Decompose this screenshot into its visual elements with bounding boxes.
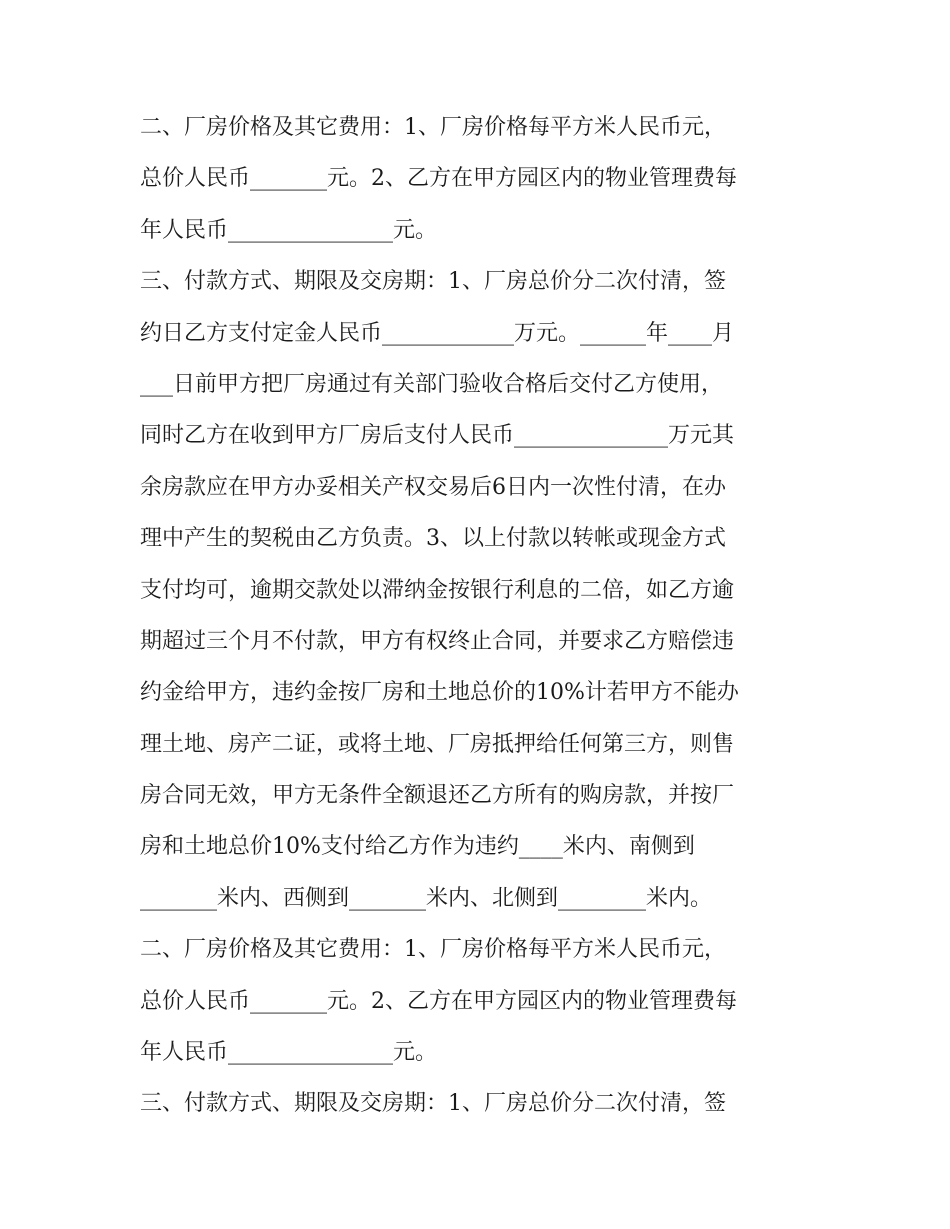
text-line: 理中产生的契税由乙方负责。3、以上付款以转帐或现金方式 bbox=[140, 526, 726, 552]
text-line: 年人民币_______________元。 bbox=[140, 217, 438, 243]
text-line: 总价人民币_______元。2、乙方在甲方园区内的物业管理费每 bbox=[140, 988, 737, 1014]
text-line: 年人民币_______________元。 bbox=[140, 1040, 438, 1066]
text-line: 二、厂房价格及其它费用：1、厂房价格每平方米人民币元， bbox=[140, 937, 726, 963]
text-line: 房合同无效，甲方无条件全额退还乙方所有的购房款，并按厂 bbox=[140, 783, 735, 809]
text-line: ___日前甲方把厂房通过有关部门验收合格后交付乙方使用， bbox=[140, 371, 724, 397]
text-line: 约金给甲方，违约金按厂房和土地总价的10%计若甲方不能办 bbox=[140, 680, 739, 706]
text-line: 期超过三个月不付款，甲方有权终止合同，并要求乙方赔偿违 bbox=[140, 628, 735, 654]
text-line: 余房款应在甲方办妥相关产权交易后6日内一次性付清，在办 bbox=[140, 474, 726, 500]
text-line: 支付均可，逾期交款处以滞纳金按银行利息的二倍，如乙方逾 bbox=[140, 577, 735, 603]
text-line: 同时乙方在收到甲方厂房后支付人民币______________万元其 bbox=[140, 423, 735, 449]
text-line: 三、付款方式、期限及交房期：1、厂房总价分二次付清，签 bbox=[140, 269, 726, 295]
text-line: 理土地、房产二证，或将土地、厂房抵押给任何第三方，则售 bbox=[140, 731, 735, 757]
text-line: _______米内、西侧到_______米内、北侧到________米内。 bbox=[140, 885, 713, 911]
text-line: 总价人民币_______元。2、乙方在甲方园区内的物业管理费每 bbox=[140, 166, 737, 192]
text-line: 房和土地总价10%支付给乙方作为违约____米内、南侧到 bbox=[140, 834, 695, 860]
document-page bbox=[140, 102, 815, 1130]
text-line: 三、付款方式、期限及交房期：1、厂房总价分二次付清，签 bbox=[140, 1091, 726, 1117]
text-line: 约日乙方支付定金人民币____________万元。______年____月 bbox=[140, 320, 735, 346]
text-line: 二、厂房价格及其它费用：1、厂房价格每平方米人民币元， bbox=[140, 115, 726, 140]
